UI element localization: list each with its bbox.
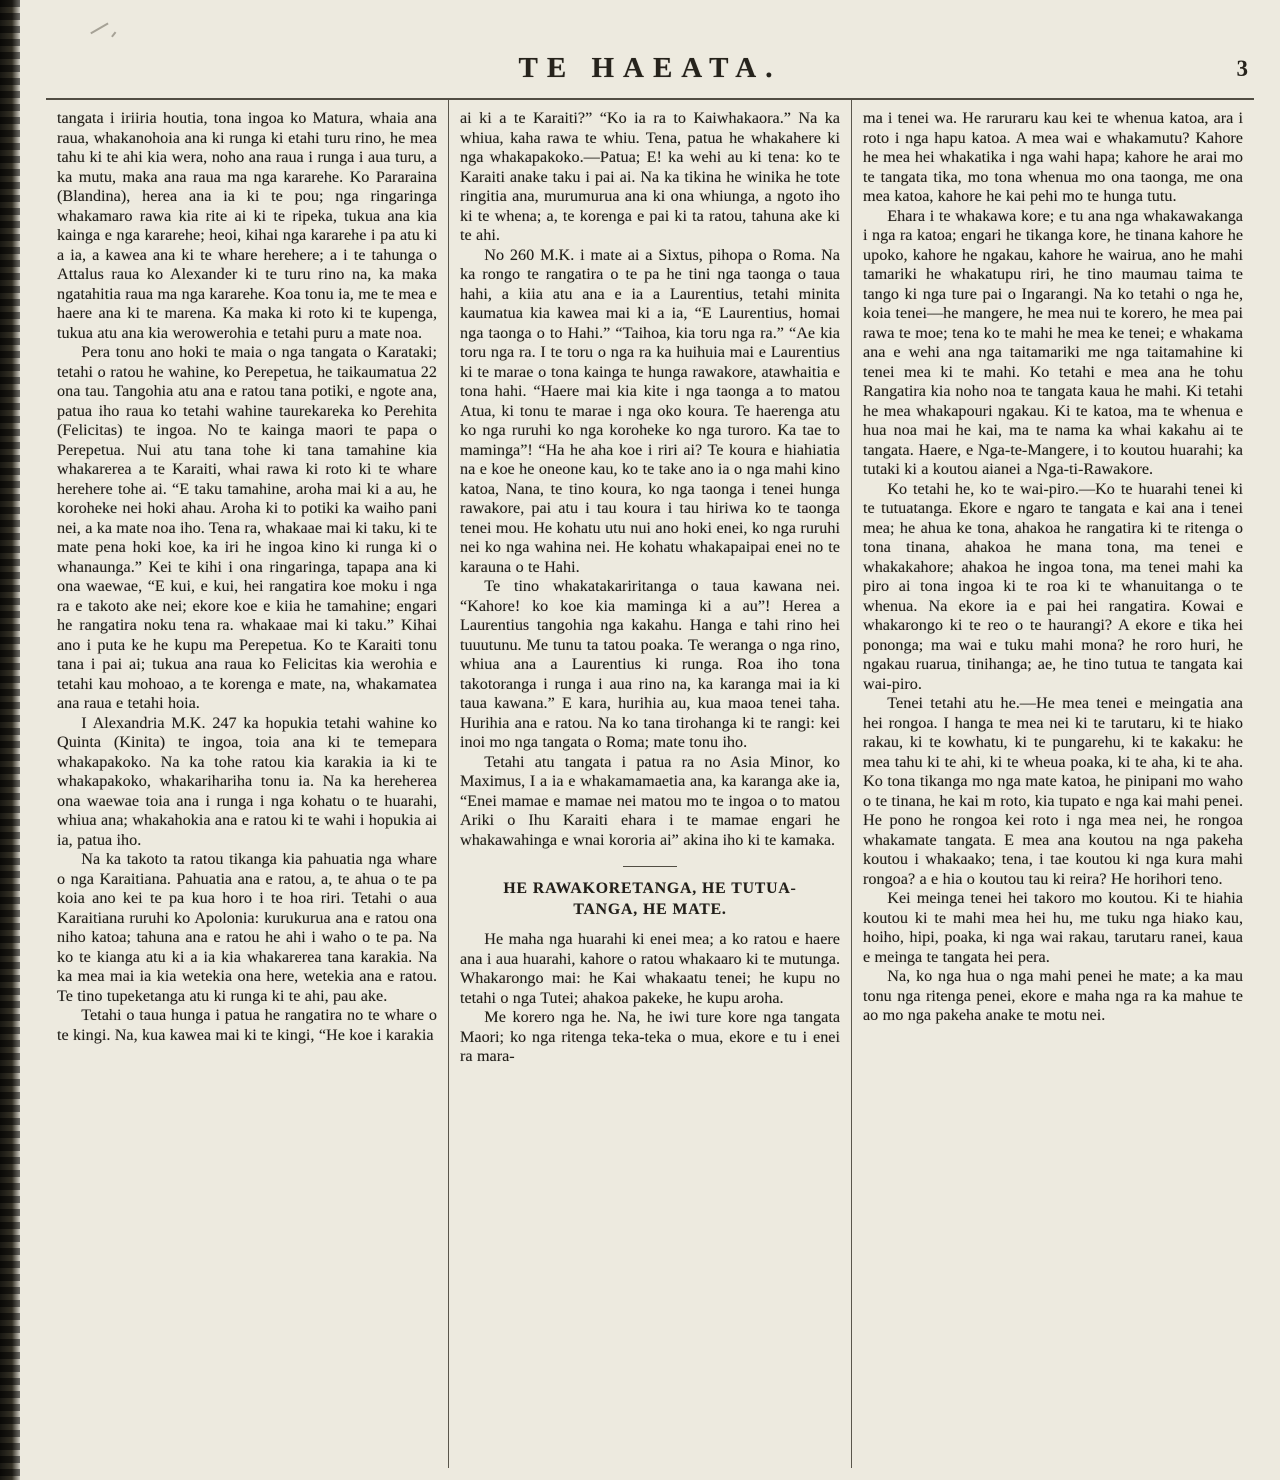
paragraph: Ehara i te whakawa kore; e tu ana nga whakawakanga i nga ra katoa; engari he tikanga kore, he tinana kahore he upoko, kahore he ngakau, kahore he wairua, ano he mahi tamariki he whakatupu riri, he tino maumau taima te tango ki nga ture pai o Ingarangi. Na ko tetahi o nga he, koia tenei—he mangere, he mea nui te korero, he mea pai rawa te moe; tena ko te mahi he mea ke tenei; e whakama ana e wehi ana nga taitamariki me nga taitamahine ki tenei mea ki te mahi. Ko tetahi e mea ana he tohu Rangatira kia noho noa te tangata kaua he mahi. Ki tetahi he mea whakapouri ngakau. Ki te katoa, ma te whenua e hua noa mai he kai, ma te nama ka whai kakahu ai te tangata. Haere, e Nga-te-Mangere, i to koutou huarahi; ka tutaki ki a koutou aianei a Nga-ti-Rawakore. [863,206,1243,478]
paragraph: Tetahi atu tangata i patua ra no Asia Minor, ko Maximus, I a ia e whakamamaetia ana, ka karanga ake ia, “Enei mamae e mamae nei matou mo te ingoa o to matou Ariki o Ihu Karaiti ehara i te mamae engari he whakawahinga e wnai kororia ai” akina iho ki te kamaka. [460,752,840,849]
page-title: TE HAEATA. [518,52,782,84]
binding-edge [0,0,20,1480]
columns [46,98,1254,1468]
paragraph: Pera tonu ano hoki te maia o nga tangata o Karataki; tetahi o ratou he wahine, ko Perepetua, he taikaumatua 22 ona tau. Tangohia atu ana e ratou tana potiki, e ngote ana, patua iho raua ko tetahi wahine taurekareka ko Perehita (Felicitas) te ingoa. No te kainga maori te papa o Perepetua. Nui atu tana tohe ki tana tamahine kia whakarerea a te Karaiti, whai rawa ki roto ki te whare herehere tohe ai. “E taku tamahine, aroha mai ki a au, he koroheke nei hoki ahau. Aroha ki to potiki ka waiho pani nei, a ka mate noa iho. Tena ra, whakaae mai ki taku, ki te mate pena hoki koe, ka iri he ingoa kino ki runga ki o whanaunga.” Kei te kihi i ona ringaringa, tapapa ana ki ona waewae, “E kui, e kui, hei rangatira koe moku i nga ra e takoto ake nei; ekore koe e kiia he tamahine; engari he rangatira noku tena ra. whakaae mai ki taku.” Kihai ano i puta ke he kupu ma Perepetua. Ko te Karaiti tonu tana i pai ai; tukua ana raua ko Felicitas kia werohia e tetahi kau mohoao, a te korenga e mate, na, whakamatea ana raua e tetahi hoia. [57,343,437,712]
column-1 [46,107,448,1468]
paragraph: Te tino whakatakariritanga o taua kawana nei. “Kahore! ko koe kia maminga ki a au”! Herea a Laurentius tangohia nga kakahu. Hanga e tahi rino hei tuuutunu. Me tunu ta tatou poaka. Te weranga o nga rino, whiua ana a Laurentius ki runga. Roa iho tona takotoranga i runga i aua rino na, ka karanga mai ia ki taua kawana.” E kara, hurihia au, kua maoa tenei taha. Hurihia ana e ratou. Na ko tana tirohanga ki te rangi: kei inoi mo nga tangata o Roma; mate tonu iho. [460,577,840,751]
section-heading: HE RAWAKORETANGA, HE TUTUA-TANGA, HE MATE. [503,880,797,918]
column-2 [449,107,851,1468]
paragraph: Me korero nga he. Na, he iwi ture kore nga tangata Maori; ko nga ritenga teka-teka o mua, ekore e tu i enei ra mara- [460,1008,840,1066]
paragraph: ma i tenei wa. He raruraru kau kei te whenua katoa, ara i roto i nga hapu katoa. A mea wai e whakamutu? Kahore he mea hei whakatika i nga wahi hapa; kahore he arai mo te tangata tika, mo tona whenua mo ona taonga, me ona mea katoa, kahore he kai pehi mo te hunga tutu. [863,109,1243,205]
masthead [46,0,1254,98]
paragraph: ai ki a te Karaiti?” “Ko ia ra to Kaiwhakaora.” Na ka whiua, kaha rawa te whiu. Tena, patua he whakahere ki nga whakapakoko.—Patua; E! ka wehi au ki tena: ko te Karaiti anake taku i pai ai. Na ka tikina he winika he tote ringitia ana, murumurua ana ki ona whiunga, a ngoto iho ki te whena; a, te korenga e pai ki ta ratou, tahuna ake ki te ahi. [460,109,840,244]
paragraph: Ko tetahi he, ko te wai-piro.—Ko te huarahi tenei ki te tutuatanga. Ekore e ngaro te tangata e kai ana i tenei mea; he ahua ke tona, ahakoa he rangatira ki te ritenga o tona tinana, ahakoa he mana tona, ma tenei e whakakahore; ahakoa he ingoa tona, ma tenei mahi ka piro ai tona ingoa ki te roa ki te whanuitanga o te whenua. Na ekore ia e pai hei rangatira. Kowai e whakarongo ki te reo o te haurangi? A ekore e tika hei pononga; ma wai e tuku mahi mona? he roro huri, he ngakau ruarua, tinihanga; ae, he tino tutua te tangata kai wai-piro. [863,479,1243,693]
section-divider [623,866,677,867]
paragraph: Na, ko nga hua o nga mahi penei he mate; a ka mau tonu nga ritenga penei, ekore e maha nga ra ka mahue te ao mo nga pakeha anake te motu nei. [863,967,1243,1024]
paragraph: tangata i iriiria houtia, tona ingoa ko Matura, whaia ana raua, whakanohoia ana ki runga ki etahi turu rino, he mea tahu ki te ahi kia wera, noho ana raua i runga i aua turu, a ka mutu, maka ana raua ma nga kararehe. Ko Pararaina (Blandina), herea ana ia ki te pou; nga ringaringa whakamaro rawa kia rite ai ki te ripeka, tukua ana kia kainga e nga kararehe; heoi, kihai nga kararehe i pa atu ki a ia, a kawea ana ki te whare herehere; a i te tahunga o Attalus raua ko Alexander ki te turu rino na, ka maka ngatahitia raua ma nga kararehe. Koa tonu ia, me te mea e haere ana ki te marena. Ka maka ki roto ki te kupenga, tukua atu ana kia werowerohia e tetahi puru a mate noa. [57,109,437,342]
paragraph: Tetahi o taua hunga i patua he rangatira no te whare o te kingi. Na, kua kawea mai ki te kingi, “He koe i karakia [57,1006,437,1044]
page-number: 3 [1236,56,1248,81]
newspaper-page [46,0,1254,1480]
paragraph: Tenei tetahi atu he.—He mea tenei e meingatia ana hei rongoa. I hanga te mea nei ki te tarutaru, ki te hiako rakau, ki te kowhatu, ki te pungarehu, ki te kakaku: he mea tahu ki te ahi, ki te wheua poaka, ki te aha, ki te aha. Ko tona tikanga mo nga mate katoa, he pinipani mo waho o te tinana, he kai m roto, kia tupato e nga kai mahi penei. He pono he rongoa kei roto i nga mea nei, he rongoa whakamate tangata. E mea ana koutou na nga pakeha koutou i whakaako; tena, i tae koutou ki nga kura mahi rongoa? a e hia o koutou tau ki reira? He horihori teno. [863,694,1244,888]
paragraph: Kei meinga tenei hei takoro mo koutou. Ki te hiahia koutou ki te mahi mea hei hu, me tuku nga hiako kau, hoiho, hipi, poaka, ki nga wai rakau, tarutaru ranei, kaua e meinga te tangata hei pera. [863,889,1243,966]
paragraph: No 260 M.K. i mate ai a Sixtus, pihopa o Roma. Na ka rongo te rangatira o te pa he tini nga taonga o taua hahi, a kiia atu ana e ia a Laurentius, tetahi minita kaumatua kia kawea mai ki a ia, “E Laurentius, homai nga taonga o to Hahi.” “Taihoa, kia toru nga ra.” “Ae kia toru nga ra. I te toru o nga ra ka huihuia mai e Laurentius ki te marae o tona kainga te hunga rawakore, atawhaitia e tona hahi. “Haere mai kia kite i nga taonga a to matou Atua, ki tonu te marae i nga oko koura. Te haerenga atu ko nga ruruhi ko nga koroheke ko nga turoro. Ka tae to maminga”! “Ha he aha koe i riri ai? Te koura e hiahiatia na e koe he oneone kau, ko te take ano ia o nga mahi kino katoa, Nana, te tino koura, ko nga taonga i tenei hunga rawakore, pai atu i tau koura i tau hiriwa ko te taonga tenei mou. He kohatu utu nui ano hoki enei, ko nga ruruhi nei ko nga wahina nei. He kohatu whakapaipai enei no te karauna o te Hahi. [460,245,840,576]
paragraph: He maha nga huarahi ki enei mea; a ko ratou e haere ana i aua huarahi, kahore o ratou whakaaro ki te mutunga. Whakarongo mai: he Kai whakaatu tenei; he kupu no tetahi o nga Tutei; ahakoa pakeke, he kupu aroha. [460,930,840,1007]
paragraph: Na ka takoto ta ratou tikanga kia pahuatia nga whare o nga Karaitiana. Pahuatia ana e ratou, a, te ahua o te pa koia ano kei te pa kua horo i te hoa riri. Tetahi o aua Karaitiana ruruhi ko Apolonia: kurukurua ana e ratou ona niho katoa; tahuna ana e ratou he ahi i waho o te pa. Na ko te kianga atu ki a ia kia whakarerea tana karakia. Na ka mea mai ia kia wetekia ona here, wetekia ana e ratou. Te tino tupeketanga atu ki runga ki te ahi, pau ake. [57,850,437,1005]
paragraph: I Alexandria M.K. 247 ka hopukia tetahi wahine ko Quinta (Kinita) te ingoa, toia ana ki te temepara whakapakoko. Na ka tohe ratou kia karakia ia ki te whakapakoko, whakarihariha tonu ia. Na ka hereherea ona waewae toia ana i runga i nga kohatu o te huarahi, whiua ana; whakahokia ana e ratou ki te wahi i hopukia ai ia, patua iho. [57,713,437,849]
column-3 [852,107,1254,1468]
